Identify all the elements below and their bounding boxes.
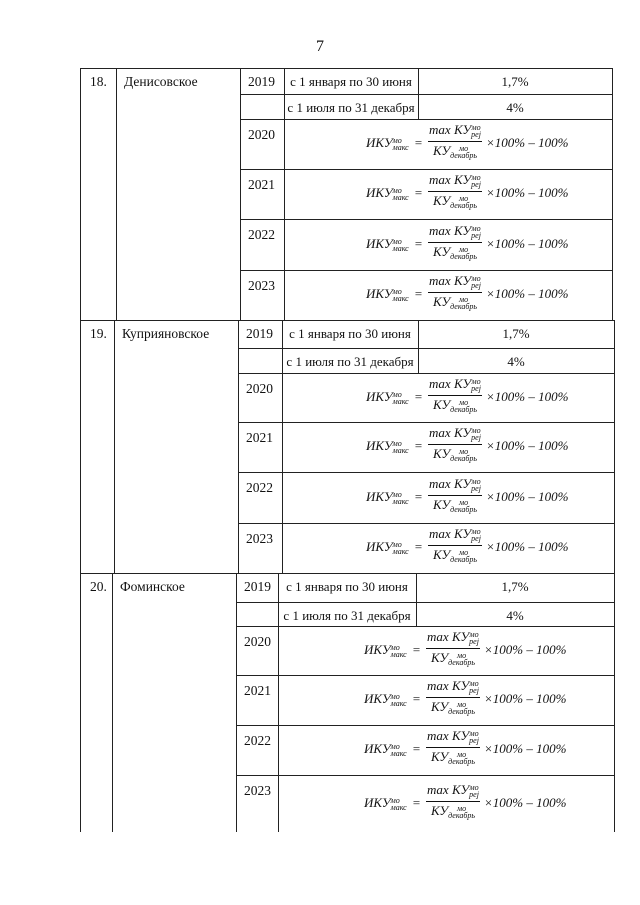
index-value: 4% bbox=[506, 100, 524, 115]
table-border-right bbox=[614, 320, 615, 573]
formula-numerator: max КУ мо pej bbox=[427, 628, 479, 646]
formula-numerator: max КУ мо pej bbox=[429, 375, 481, 393]
formula-tail: ×100% – 100% bbox=[486, 488, 569, 504]
formula-equals: = bbox=[414, 135, 423, 150]
formula-lhs: ИКУ мо макс bbox=[364, 741, 407, 759]
row-border bbox=[80, 320, 615, 321]
row-border bbox=[80, 68, 613, 69]
table-border-right bbox=[614, 573, 615, 832]
row-border bbox=[236, 775, 615, 776]
formula-denominator: КУ мо декабрь bbox=[430, 749, 476, 767]
table-border-left bbox=[80, 573, 81, 832]
page-number: 7 bbox=[316, 38, 324, 55]
formula-denominator: КУ мо декабрь bbox=[432, 294, 478, 312]
row-border bbox=[80, 573, 615, 574]
year-label: 2023 bbox=[244, 783, 271, 798]
formula-fraction-bar bbox=[428, 191, 482, 192]
period-label: с 1 января по 30 июня bbox=[290, 74, 412, 89]
row-border bbox=[238, 373, 615, 374]
formula-lhs: ИКУ мо макс bbox=[366, 488, 409, 506]
col-divider-year bbox=[240, 68, 241, 320]
formula-denominator: КУ мо декабрь bbox=[432, 143, 478, 161]
ikumax-formula bbox=[366, 172, 569, 212]
formula-denominator: КУ мо декабрь bbox=[430, 802, 476, 820]
col-divider-year bbox=[238, 320, 239, 573]
formula-lhs: ИКУ мо макс bbox=[364, 794, 407, 812]
formula-numerator: max КУ мо pej bbox=[427, 728, 479, 746]
year-label: 2022 bbox=[246, 480, 273, 495]
index-value: 1,7% bbox=[501, 579, 529, 594]
formula-equals: = bbox=[414, 235, 423, 251]
formula-numerator: max КУ мо pej bbox=[429, 475, 481, 493]
formula-numerator: max КУ мо pej bbox=[429, 425, 481, 443]
formula-tail: ×100% – 100% bbox=[486, 235, 569, 251]
formula-fraction-bar bbox=[426, 801, 480, 802]
col-divider-name bbox=[114, 320, 115, 573]
formula-fraction-bar bbox=[428, 495, 482, 496]
formula-tail: ×100% – 100% bbox=[486, 438, 569, 453]
ikumax-formula bbox=[366, 222, 569, 263]
period-label: с 1 января по 30 июня bbox=[286, 579, 408, 594]
year-label: 2023 bbox=[246, 531, 273, 546]
formula-equals: = bbox=[414, 286, 423, 301]
year-label: 2020 bbox=[248, 127, 275, 142]
table-border-left bbox=[80, 320, 81, 573]
row-border bbox=[236, 675, 615, 676]
formula-denominator: КУ мо декабрь bbox=[432, 243, 478, 261]
formula-tail: ×100% – 100% bbox=[484, 641, 567, 657]
formula-denominator: КУ мо декабрь bbox=[432, 496, 478, 514]
formula-equals: = bbox=[414, 438, 423, 453]
ikumax-formula bbox=[366, 273, 569, 313]
formula-tail: ×100% – 100% bbox=[484, 794, 567, 810]
formula-lhs: ИКУ мо макс bbox=[366, 135, 409, 153]
row-border bbox=[238, 523, 615, 524]
formula-numerator: max КУ мо pej bbox=[429, 222, 481, 240]
index-value: 1,7% bbox=[501, 74, 529, 89]
municipality-name: Денисовское bbox=[124, 74, 198, 89]
year-label: 2020 bbox=[244, 634, 271, 649]
year-label: 2021 bbox=[246, 430, 273, 445]
formula-fraction-bar bbox=[426, 697, 480, 698]
formula-equals: = bbox=[414, 388, 423, 404]
row-number: 18. bbox=[90, 74, 107, 89]
year-label: 2021 bbox=[244, 683, 271, 698]
row-border bbox=[236, 602, 615, 603]
col-divider-year bbox=[236, 573, 237, 832]
year-label: 2019 bbox=[244, 579, 271, 594]
ikumax-formula bbox=[366, 475, 569, 516]
formula-fraction-bar bbox=[428, 242, 482, 243]
formula-lhs: ИКУ мо макс bbox=[366, 286, 409, 304]
row-border bbox=[240, 219, 613, 220]
period-label: с 1 июля по 31 декабря bbox=[283, 608, 411, 623]
formula-equals: = bbox=[412, 741, 421, 756]
formula-fraction-bar bbox=[426, 648, 480, 649]
formula-tail: ×100% – 100% bbox=[486, 185, 569, 200]
formula-lhs: ИКУ мо макс bbox=[366, 539, 409, 557]
formula-lhs: ИКУ мо макс bbox=[366, 185, 409, 203]
formula-numerator: max КУ мо pej bbox=[429, 273, 481, 291]
period-label: с 1 июля по 31 декабря bbox=[286, 354, 414, 369]
row-border bbox=[240, 270, 613, 271]
formula-denominator: КУ мо декабрь bbox=[432, 547, 478, 565]
formula-denominator: КУ мо декабрь bbox=[432, 446, 478, 464]
year-label: 2021 bbox=[248, 177, 275, 192]
year-label: 2023 bbox=[248, 278, 275, 293]
formula-equals: = bbox=[412, 641, 421, 657]
formula-fraction-bar bbox=[426, 747, 480, 748]
formula-denominator: КУ мо декабрь bbox=[430, 699, 476, 717]
row-border bbox=[238, 348, 615, 349]
ikumax-formula bbox=[364, 781, 567, 822]
ikumax-formula bbox=[364, 728, 567, 768]
table-border-right bbox=[612, 68, 613, 320]
formula-lhs: ИКУ мо макс bbox=[364, 691, 407, 709]
row-border bbox=[240, 94, 613, 95]
col-divider-name bbox=[116, 68, 117, 320]
row-border bbox=[238, 422, 615, 423]
formula-lhs: ИКУ мо макс bbox=[366, 438, 409, 456]
formula-equals: = bbox=[414, 539, 423, 554]
index-value: 1,7% bbox=[502, 326, 530, 341]
formula-numerator: max КУ мо pej bbox=[429, 172, 481, 190]
formula-equals: = bbox=[412, 691, 421, 706]
formula-tail: ×100% – 100% bbox=[486, 388, 569, 404]
row-number: 19. bbox=[90, 326, 107, 341]
ikumax-formula bbox=[366, 122, 569, 162]
formula-fraction-bar bbox=[428, 292, 482, 293]
formula-lhs: ИКУ мо макс bbox=[366, 235, 409, 253]
index-value: 4% bbox=[507, 354, 525, 369]
formula-tail: ×100% – 100% bbox=[486, 539, 569, 554]
table-border-left bbox=[80, 68, 81, 320]
municipality-name: Куприяновское bbox=[122, 326, 210, 341]
ikumax-formula bbox=[364, 678, 567, 718]
row-border bbox=[240, 119, 613, 120]
formula-denominator: КУ мо декабрь bbox=[432, 396, 478, 414]
municipality-name: Фоминское bbox=[120, 579, 185, 594]
year-label: 2022 bbox=[248, 227, 275, 242]
formula-fraction-bar bbox=[428, 545, 482, 546]
index-value: 4% bbox=[506, 608, 524, 623]
formula-tail: ×100% – 100% bbox=[484, 691, 567, 706]
formula-numerator: max КУ мо pej bbox=[429, 122, 481, 140]
formula-numerator: max КУ мо pej bbox=[427, 781, 479, 799]
row-border bbox=[236, 626, 615, 627]
ikumax-formula bbox=[364, 628, 567, 669]
row-number: 20. bbox=[90, 579, 107, 594]
formula-fraction-bar bbox=[428, 444, 482, 445]
row-border bbox=[240, 169, 613, 170]
period-label: с 1 января по 30 июня bbox=[289, 326, 411, 341]
row-border bbox=[236, 725, 615, 726]
ikumax-formula bbox=[366, 425, 569, 465]
period-label: с 1 июля по 31 декабря bbox=[287, 100, 415, 115]
formula-fraction-bar bbox=[428, 395, 482, 396]
year-label: 2022 bbox=[244, 733, 271, 748]
ikumax-formula bbox=[366, 375, 569, 416]
formula-equals: = bbox=[414, 488, 423, 504]
formula-tail: ×100% – 100% bbox=[486, 286, 569, 301]
formula-fraction-bar bbox=[428, 141, 482, 142]
year-label: 2020 bbox=[246, 381, 273, 396]
formula-denominator: КУ мо декабрь bbox=[430, 649, 476, 667]
formula-equals: = bbox=[412, 794, 421, 810]
formula-tail: ×100% – 100% bbox=[486, 135, 569, 150]
formula-numerator: max КУ мо pej bbox=[427, 678, 479, 696]
formula-numerator: max КУ мо pej bbox=[429, 526, 481, 544]
formula-denominator: КУ мо декабрь bbox=[432, 193, 478, 211]
formula-equals: = bbox=[414, 185, 423, 200]
row-border bbox=[238, 472, 615, 473]
formula-lhs: ИКУ мо макс bbox=[364, 641, 407, 659]
formula-tail: ×100% – 100% bbox=[484, 741, 567, 756]
ikumax-formula bbox=[366, 526, 569, 566]
year-label: 2019 bbox=[246, 326, 273, 341]
col-divider-name bbox=[112, 573, 113, 832]
formula-lhs: ИКУ мо макс bbox=[366, 388, 409, 406]
year-label: 2019 bbox=[248, 74, 275, 89]
